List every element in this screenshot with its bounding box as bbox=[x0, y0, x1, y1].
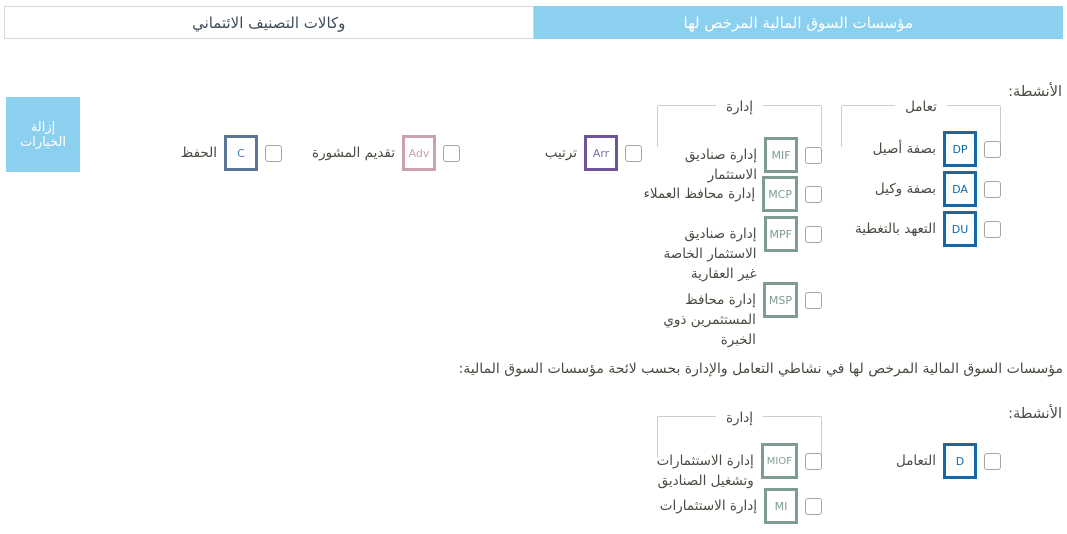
label-d: التعامل bbox=[895, 453, 936, 469]
group-managing-2 bbox=[657, 407, 822, 534]
label-arr: ترتيب bbox=[544, 145, 577, 161]
tab-licensed-institutions[interactable]: مؤسسات السوق المالية المرخص لها bbox=[534, 6, 1064, 39]
checkbox-d[interactable] bbox=[984, 453, 1001, 470]
activity-row-d bbox=[896, 443, 1001, 479]
activities-label-2: الأنشطة: bbox=[1008, 406, 1062, 422]
badge-mpf: MPF bbox=[764, 216, 798, 252]
label-du: التعهد بالتغطية bbox=[854, 221, 936, 237]
group-managing-legend-text: إدارة bbox=[716, 99, 763, 115]
label-mpf: إدارة صناديق الاستثمار الخاصة غير العقارية bbox=[663, 226, 757, 282]
label-custody: الحفظ bbox=[180, 145, 217, 161]
badge-du: DU bbox=[943, 211, 977, 247]
group-managing-2-legend-text: إدارة bbox=[716, 410, 763, 426]
checkbox-custody[interactable] bbox=[265, 145, 282, 162]
label-msp: إدارة محافظ المستثمرين ذوي الخبرة bbox=[663, 292, 756, 348]
checkbox-da[interactable] bbox=[984, 181, 1001, 198]
activity-row-adv bbox=[312, 135, 460, 171]
badge-custody: C bbox=[224, 135, 258, 171]
checkbox-adv[interactable] bbox=[443, 145, 460, 162]
label-da: بصفة وكيل bbox=[874, 181, 936, 197]
badge-da: DA bbox=[943, 171, 977, 207]
badge-d: D bbox=[943, 443, 977, 479]
activity-row-du bbox=[855, 211, 1001, 247]
activity-row-mpf bbox=[657, 216, 822, 284]
checkbox-msp[interactable] bbox=[805, 292, 822, 309]
activity-row-mi bbox=[660, 488, 822, 524]
activity-row-arr bbox=[545, 135, 642, 171]
checkbox-arr[interactable] bbox=[625, 145, 642, 162]
note-text: مؤسسات السوق المالية المرخص لها في نشاطي التعامل والإدارة بحسب لائحة مؤسسات السوق المالية: bbox=[458, 361, 1063, 377]
activity-row-mcp bbox=[644, 176, 822, 212]
group-dealing bbox=[841, 96, 1001, 266]
group-dealing-legend bbox=[841, 96, 1001, 116]
activities-label-1: الأنشطة: bbox=[1008, 84, 1062, 100]
label-mi: إدارة الاستثمارات bbox=[659, 498, 757, 514]
checkbox-miof[interactable] bbox=[805, 453, 822, 470]
badge-mi: MI bbox=[764, 488, 798, 524]
activity-row-custody bbox=[181, 135, 282, 171]
badge-arr: Arr bbox=[584, 135, 618, 171]
badge-adv: Adv bbox=[402, 135, 436, 171]
tab-bar bbox=[4, 6, 1063, 39]
tab-credit-rating-agencies[interactable]: وكالات التصنيف الائتماني bbox=[4, 6, 534, 39]
activity-row-dp bbox=[873, 131, 1001, 167]
activity-row-msp bbox=[651, 282, 822, 350]
activity-row-miof bbox=[636, 443, 822, 491]
checkbox-du[interactable] bbox=[984, 221, 1001, 238]
label-adv: تقديم المشورة bbox=[312, 145, 395, 161]
label-dp: بصفة أصيل bbox=[872, 141, 936, 157]
badge-mif: MIF bbox=[764, 137, 798, 173]
checkbox-dp[interactable] bbox=[984, 141, 1001, 158]
badge-miof: MIOF bbox=[761, 443, 798, 479]
label-miof: إدارة الاستثمارات وتشغيل الصناديق bbox=[656, 453, 754, 489]
badge-mcp: MCP bbox=[762, 176, 798, 212]
label-mcp: إدارة محافظ العملاء bbox=[643, 186, 756, 202]
activity-row-da bbox=[875, 171, 1001, 207]
group-managing bbox=[643, 96, 822, 348]
label-mif: إدارة صناديق الاستثمار bbox=[684, 147, 757, 183]
group-dealing-legend-text: تعامل bbox=[895, 99, 947, 115]
checkbox-mpf[interactable] bbox=[805, 226, 822, 243]
checkbox-mif[interactable] bbox=[805, 147, 822, 164]
checkbox-mi[interactable] bbox=[805, 498, 822, 515]
remove-options-button[interactable]: إزالة الخيارات bbox=[6, 97, 80, 172]
badge-dp: DP bbox=[943, 131, 977, 167]
group-managing-legend bbox=[657, 96, 822, 116]
badge-msp: MSP bbox=[763, 282, 798, 318]
checkbox-mcp[interactable] bbox=[805, 186, 822, 203]
group-managing-2-legend bbox=[657, 407, 822, 427]
